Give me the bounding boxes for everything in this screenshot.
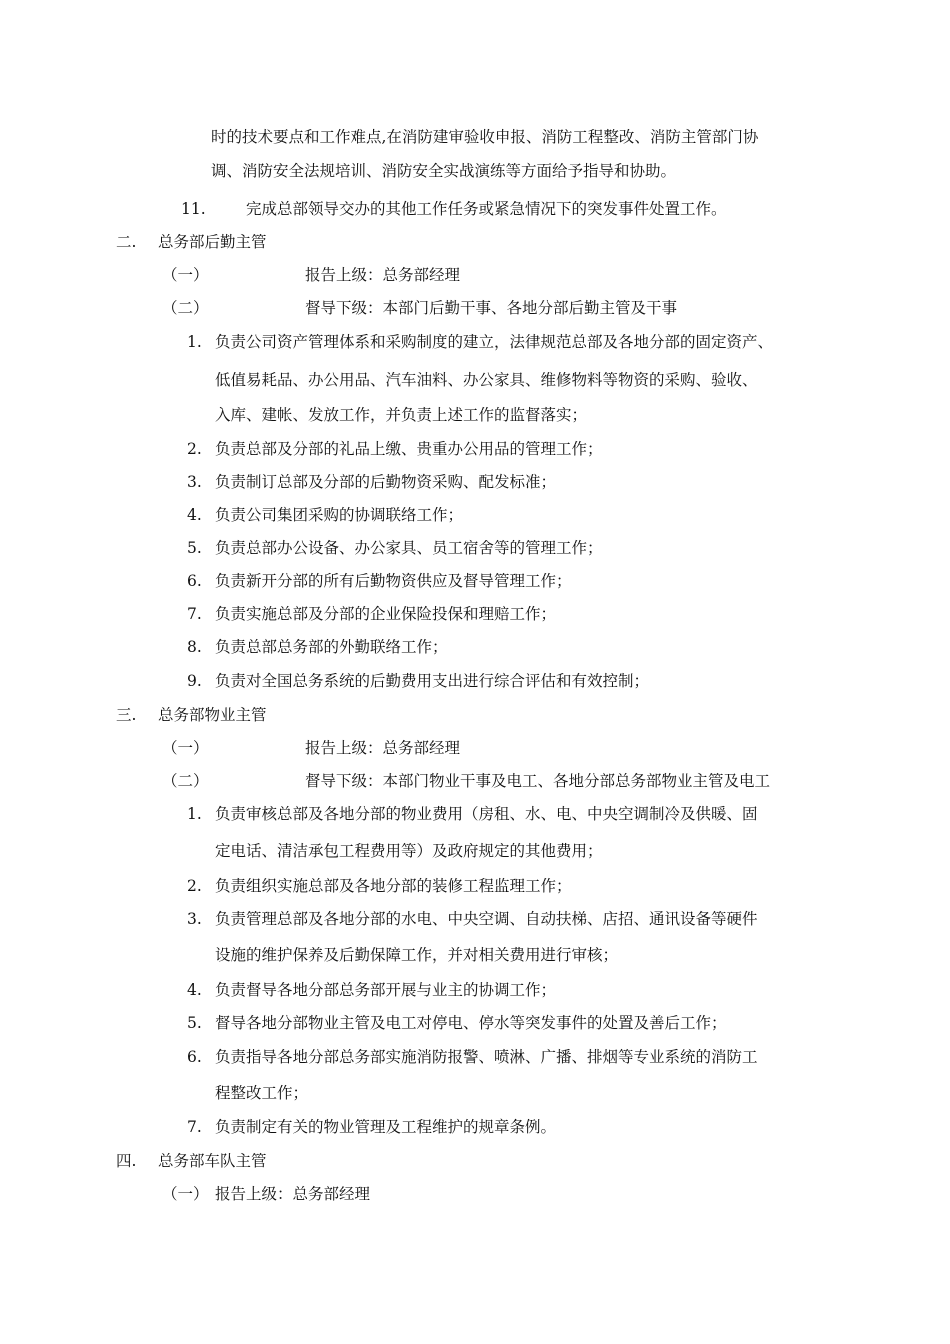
- s2-item-text: 入库、建帐、发放工作，并负责上述工作的监督落实；: [215, 406, 588, 424]
- section-3-supervise-number: （二）: [162, 772, 209, 790]
- s2-item-text: 负责公司集团采购的协调联络工作；: [215, 506, 464, 524]
- s3-item-text: 负责审核总部及各地分部的物业费用（房租、水、电、中央空调制冷及供暖、固: [215, 805, 758, 823]
- s2-item-number: 2.: [187, 440, 202, 458]
- s3-item-text: 负责指导各地分部总务部实施消防报警、喷淋、广播、排烟等专业系统的消防工: [215, 1048, 758, 1066]
- section-3-report-text: 报告上级：总务部经理: [305, 739, 461, 757]
- s2-item-text: 负责对全国总务系统的后勤费用支出进行综合评估和有效控制；: [215, 672, 650, 690]
- s2-item-number: 9.: [187, 672, 202, 690]
- section-3-number: 三.: [116, 706, 137, 724]
- s2-item-text: 负责制订总部及分部的后勤物资采购、配发标准；: [215, 473, 557, 491]
- section-4-report-text: 报告上级：总务部经理: [215, 1185, 371, 1203]
- continuation-line-2: 调、消防安全法规培训、消防安全实战演练等方面给予指导和协助。: [211, 162, 677, 180]
- s2-item-text: 负责实施总部及分部的企业保险投保和理赔工作；: [215, 605, 557, 623]
- s2-item-number: 4.: [187, 506, 202, 524]
- section-4-title: 总务部车队主管: [158, 1152, 267, 1170]
- s2-item-number: 1.: [187, 333, 202, 351]
- s3-item-number: 4.: [187, 981, 202, 999]
- s3-item-number: 7.: [187, 1118, 202, 1136]
- s2-item-text: 负责新开分部的所有后勤物资供应及督导管理工作；: [215, 572, 572, 590]
- s2-item-number: 7.: [187, 605, 202, 623]
- s3-item-text: 定电话、清洁承包工程费用等）及政府规定的其他费用；: [215, 842, 603, 860]
- s3-item-number: 5.: [187, 1014, 202, 1032]
- s3-item-text: 督导各地分部物业主管及电工对停电、停水等突发事件的处置及善后工作；: [215, 1014, 727, 1032]
- s2-item-number: 8.: [187, 638, 202, 656]
- s2-item-number: 5.: [187, 539, 202, 557]
- s3-item-number: 1.: [187, 805, 202, 823]
- continuation-line-1: 时的技术要点和工作难点,在消防建审验收申报、消防工程整改、消防主管部门协: [211, 128, 759, 146]
- s3-item-text: 程整改工作；: [215, 1084, 309, 1102]
- section-3-title: 总务部物业主管: [158, 706, 267, 724]
- s3-item-number: 6.: [187, 1048, 202, 1066]
- section-2-report-text: 报告上级：总务部经理: [305, 266, 461, 284]
- s2-item-text: 负责总部总务部的外勤联络工作；: [215, 638, 448, 656]
- s2-item-number: 3.: [187, 473, 202, 491]
- s2-item-text: 负责公司资产管理体系和采购制度的建立，法律规范总部及各地分部的固定资产、: [215, 333, 774, 351]
- s2-item-text: 负责总部及分部的礼品上缴、贵重办公用品的管理工作；: [215, 440, 603, 458]
- s3-item-number: 2.: [187, 877, 202, 895]
- section-3-report-number: （一）: [162, 739, 209, 757]
- s3-item-text: 负责制定有关的物业管理及工程维护的规章条例。: [215, 1118, 557, 1136]
- section-4-number: 四.: [116, 1152, 137, 1170]
- s2-item-number: 6.: [187, 572, 202, 590]
- section-2-supervise-number: （二）: [162, 299, 209, 317]
- s3-item-text: 负责组织实施总部及各地分部的装修工程监理工作；: [215, 877, 572, 895]
- s3-item-number: 3.: [187, 910, 202, 928]
- section-2-title: 总务部后勤主管: [158, 233, 267, 251]
- section-3-supervise-text: 督导下级：本部门物业干事及电工、各地分部总务部物业主管及电工: [305, 772, 771, 790]
- s2-item-text: 低值易耗品、办公用品、汽车油料、办公家具、维修物料等物资的采购、验收、: [215, 371, 758, 389]
- section-2-supervise-text: 督导下级：本部门后勤干事、各地分部后勤主管及干事: [305, 299, 678, 317]
- item-11-text: 完成总部领导交办的其他工作任务或紧急情况下的突发事件处置工作。: [246, 200, 727, 218]
- section-4-report-number: （一）: [162, 1185, 209, 1203]
- s3-item-text: 设施的维护保养及后勤保障工作，并对相关费用进行审核；: [215, 946, 619, 964]
- s3-item-text: 负责督导各地分部总务部开展与业主的协调工作；: [215, 981, 557, 999]
- s3-item-text: 负责管理总部及各地分部的水电、中央空调、自动扶梯、店招、通讯设备等硬件: [215, 910, 758, 928]
- section-2-report-number: （一）: [162, 266, 209, 284]
- s2-item-text: 负责总部办公设备、办公家具、员工宿舍等的管理工作；: [215, 539, 603, 557]
- item-11-number: 11.: [181, 200, 206, 218]
- section-2-number: 二.: [116, 233, 137, 251]
